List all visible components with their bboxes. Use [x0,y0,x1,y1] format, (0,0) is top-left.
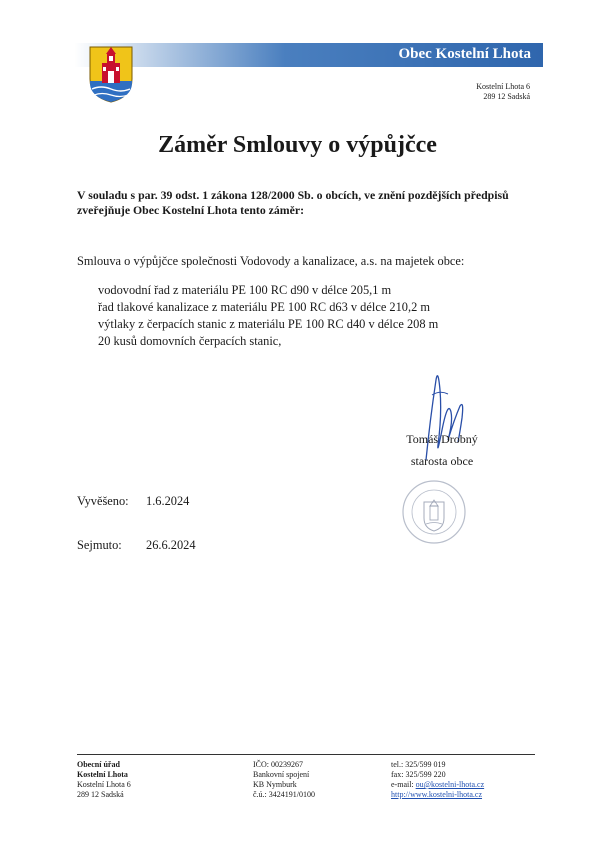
footer-email-label: e-mail: [391,780,416,789]
footer-email-row [391,780,484,790]
address-line-1: Kostelní Lhota 6 [476,82,530,91]
footer-bank-line: IČO: 00239267 [253,760,303,769]
footer-phone: tel.: 325/599 019 [391,760,446,769]
list-item: 20 kusů domovních čerpacích stanic, [98,334,282,348]
signer-role: starosta obce [410,454,474,468]
list-item: vodovodní řad z materiálu PE 100 RC d90 v délce 205,1 m [98,283,392,297]
header-bar [74,43,543,67]
footer-contact [391,760,484,800]
footer-bank [253,760,315,800]
signer-block [392,428,492,472]
footer-office [77,760,131,800]
intro-paragraph: V souladu s par. 39 odst. 1 zákona 128/2000 Sb. o obcích, ve znění pozdějších předpisů zveřejňuje Obec Kostelní Lhota tento záměr: [77,188,509,217]
footer-office-line: 289 12 Sadská [77,790,124,799]
footer-bank-line: KB Nymburk [253,780,297,789]
footer-office-line: Kostelní Lhota [77,770,128,779]
list-item: výtlaky z čerpacích stanic z materiálu PE 100 RC d40 v délce 208 m [98,317,439,331]
official-stamp-icon [400,478,468,546]
removed-label: Sejmuto: [77,538,122,552]
municipality-name: Obec Kostelní Lhota [398,46,531,62]
footer-bank-line: Bankovní spojení [253,770,310,779]
removed-date: 26.6.2024 [146,538,196,552]
posted-label: Vyvěšeno: [77,494,129,508]
address-line-2: 289 12 Sadská [483,92,530,101]
footer-website-link[interactable]: http://www.kostelni-lhota.cz [391,790,483,799]
asset-list [98,282,538,350]
list-item: řad tlakové kanalizace z materiálu PE 100 RC d63 v délce 210,2 m [98,300,431,314]
posted-date: 1.6.2024 [146,494,190,508]
footer-fax: fax: 325/599 220 [391,770,446,779]
footer-office-line: Obecní úřad [77,760,120,769]
document-title: Záměr Smlouvy o výpůjčce [158,132,437,158]
contract-description: Smlouva o výpůjčce společnosti Vodovody a kanalizace, a.s. na majetek obce: [77,254,465,268]
footer-divider [77,754,535,755]
footer-email-link[interactable]: ou@kostelni-lhota.cz [415,780,485,789]
signer-name: Tomáš Drobný [406,432,478,446]
coat-of-arms-icon [88,45,134,103]
footer-office-line: Kostelní Lhota 6 [77,780,131,789]
footer-bank-line: č.ú.: 3424191/0100 [253,790,315,799]
header-address [440,82,530,102]
